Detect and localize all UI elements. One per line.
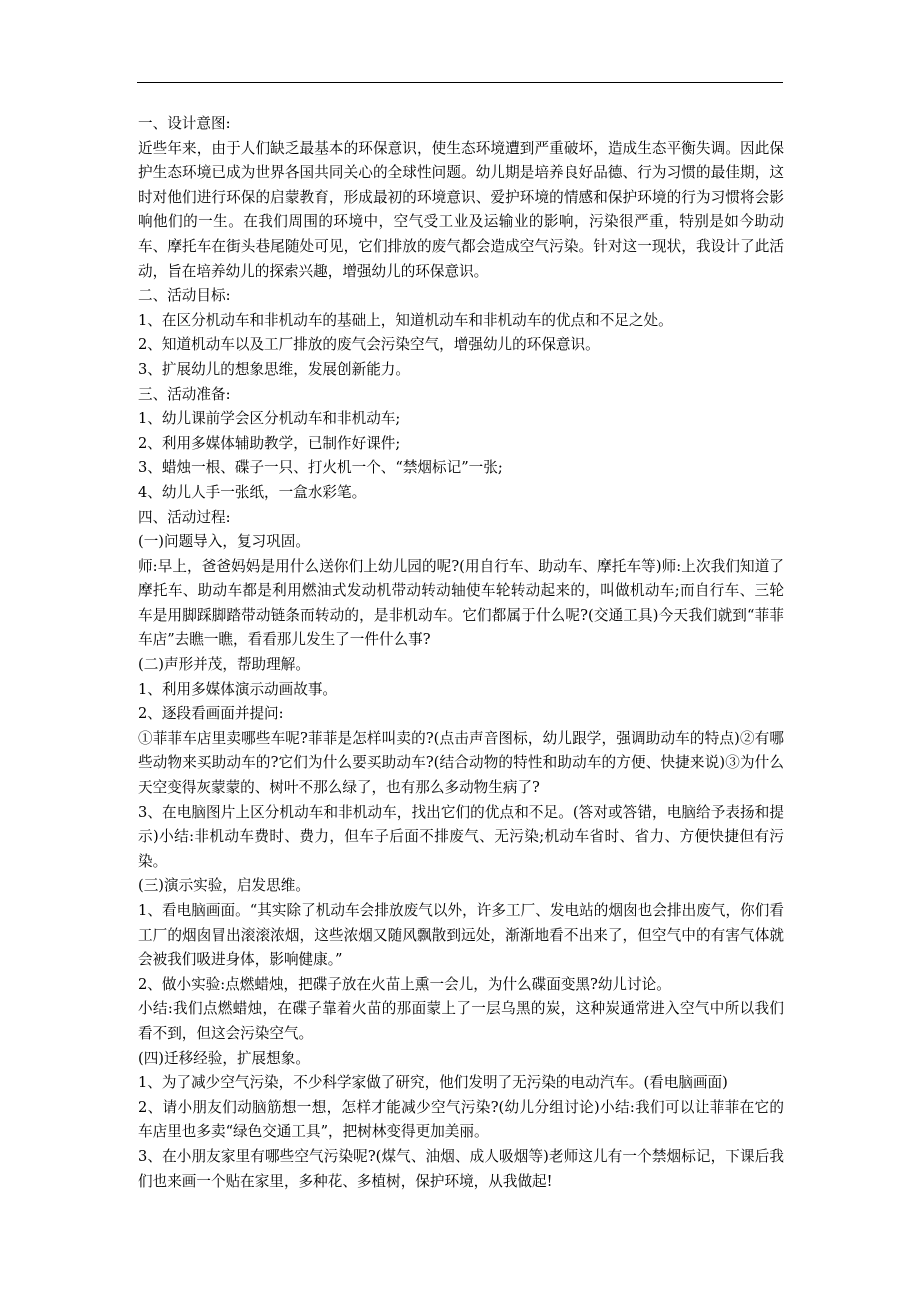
paragraph-design-intent: 近些年来，由于人们缺乏最基本的环保意识，使生态环境遭到严重破坏，造成生态平衡失调。因此保护生态环境已成为世界各国共同关心的全球性问题。幼儿期是培养良好品德、行为习惯的最佳期，这时对他们进行环保的启蒙教育，形成最初的环境意识、爱护环境的情感和保护环境的行为习惯将会影响他们的一生。在我们周围的环境中，空气受工业及运输业的影响，污染很严重，特别是如今助动车、摩托车在街头巷尾随处可见，它们排放的废气都会造成空气污染。针对这一现状，我设计了此活动，旨在培养幼儿的探索兴趣，增强幼儿的环保意识。 [138, 139, 784, 280]
document-body [138, 112, 784, 1194]
preparation-item-1: 1、幼儿课前学会区分机动车和非机动车; [138, 410, 401, 428]
preparation-item-2: 2、利用多媒体辅助教学，已制作好课件; [138, 434, 401, 452]
paragraph-part-1: 师:早上，爸爸妈妈是用什么送你们上幼儿园的呢?(用自行车、助动车、摩托车等)师:上次我们知道了摩托车、助动车都是利用燃油式发动机带动转动轴使车轮转动起来的，叫做机动车;而自行车、三轮车是用脚踩脚踏带动链条而转动的，是非机动车。它们都属于什么呢?(交通工具)今天我们就到“菲菲车店”去瞧一瞧，看看那儿发生了一件什么事? [138, 557, 784, 649]
part-4-item-1: 1、为了减少空气污染，不少科学家做了研究，他们发明了无污染的电动汽车。(看电脑画面) [138, 1074, 728, 1092]
preparation-item-4: 4、幼儿人手一张纸，一盒水彩笔。 [138, 483, 367, 501]
subheading-part-1: (一)问题导入，复习巩固。 [138, 533, 310, 551]
goal-item-3: 3、扩展幼儿的想象思维，发展创新能力。 [138, 360, 410, 378]
section-heading-process: 四、活动过程: [138, 508, 231, 526]
part-2-item-1: 1、利用多媒体演示动画故事。 [138, 680, 338, 698]
subheading-part-4: (四)迁移经验，扩展想象。 [138, 1049, 310, 1067]
section-heading-design-intent: 一、设计意图: [138, 115, 231, 132]
subheading-part-3: (三)演示实验，启发思维。 [138, 877, 310, 895]
preparation-item-3: 3、蜡烛一根、碟子一只、打火机一个、“禁烟标记”一张; [138, 459, 503, 477]
goal-item-1: 1、在区分机动车和非机动车的基础上，知道机动车和非机动车的优点和不足之处。 [138, 311, 673, 329]
goal-item-2: 2、知道机动车以及工厂排放的废气会污染空气，增强幼儿的环保意识。 [138, 336, 600, 354]
subheading-part-2: (二)声形并茂，帮助理解。 [138, 656, 310, 674]
part-3-item-2: 2、做小实验:点燃蜡烛，把碟子放在火苗上熏一会儿，为什么碟面变黑?幼儿讨论。 [138, 975, 671, 993]
part-2-questions: ①菲菲车店里卖哪些车呢?菲菲是怎样叫卖的?(点击声音图标，幼儿跟学，强调助动车的特点)②有哪些动物来买助动车的?它们为什么要买助动车?(结合动物的特性和助动车的方便、快捷来说)③为什么天空变得灰蒙蒙的、树叶不那么绿了，也有那么多动物生病了? [138, 729, 784, 797]
section-heading-preparation: 三、活动准备: [138, 385, 231, 403]
part-3-summary: 小结:我们点燃蜡烛，在碟子靠着火苗的那面蒙上了一层乌黑的炭，这种炭通常进入空气中所以我们看不到，但这会污染空气。 [138, 1000, 784, 1042]
part-4-item-3: 3、在小朋友家里有哪些空气污染呢?(煤气、油烟、成人吸烟等)老师这儿有一个禁烟标记，下课后我们也来画一个贴在家里，多种花、多植树，保护环境，从我做起! [138, 1147, 784, 1190]
part-3-item-1: 1、看电脑画面。“其实除了机动车会排放废气以外，许多工厂、发电站的烟囱也会排出废气，你们看工厂的烟囱冒出滚滚浓烟，这些浓烟又随风飘散到远处，渐渐地看不出来了，但空气中的有害气体就会被我们吸进身体，影响健康。” [138, 902, 784, 969]
part-2-item-3: 3、在电脑图片上区分机动车和非机动车，找出它们的优点和不足。(答对或答错，电脑给予表扬和提示)小结:非机动车费时、费力，但车子后面不排废气、无污染;机动车省时、省力、方便快捷但有污染。 [138, 803, 784, 870]
section-heading-goals: 二、活动目标: [138, 287, 231, 305]
header-rule [137, 82, 783, 83]
part-4-item-2: 2、请小朋友们动脑筋想一想，怎样才能减少空气污染?(幼儿分组讨论)小结:我们可以让菲菲在它的车店里也多卖“绿色交通工具”，把树林变得更加美丽。 [138, 1098, 784, 1141]
part-2-item-2: 2、逐段看画面并提问: [138, 705, 284, 723]
